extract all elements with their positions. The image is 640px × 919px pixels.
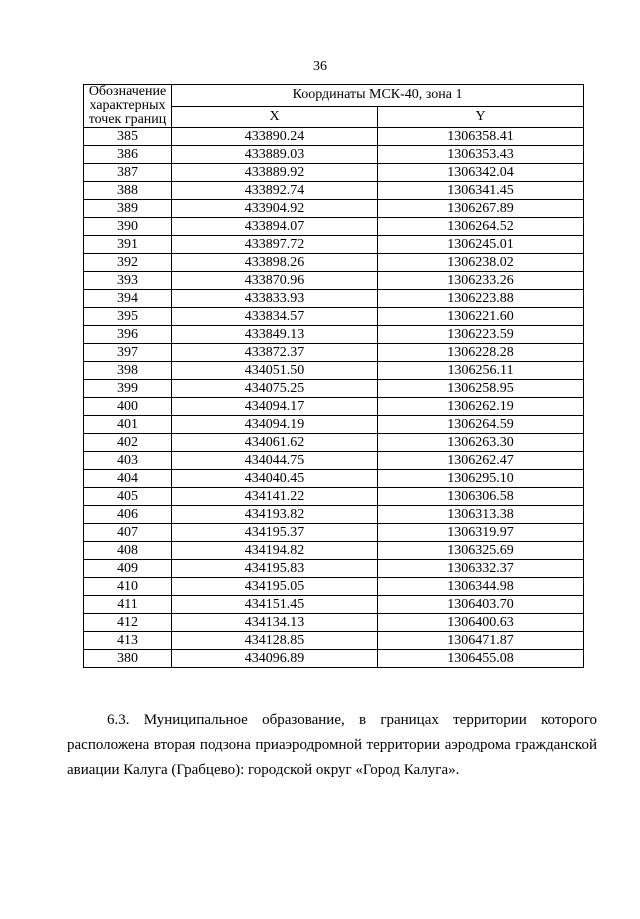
x-coordinate-cell: 434195.37	[172, 524, 378, 542]
y-coordinate-cell: 1306262.19	[378, 398, 584, 416]
table-row	[84, 416, 584, 434]
table-row	[84, 524, 584, 542]
point-number-cell: 394	[84, 290, 172, 308]
point-number-cell: 403	[84, 452, 172, 470]
y-coordinate-cell: 1306256.11	[378, 362, 584, 380]
table-row	[84, 398, 584, 416]
table-row	[84, 146, 584, 164]
header-point-designation: Обозначение характерных точек границ	[84, 85, 172, 128]
y-coordinate-cell: 1306264.52	[378, 218, 584, 236]
y-coordinate-cell: 1306264.59	[378, 416, 584, 434]
x-coordinate-cell: 434195.83	[172, 560, 378, 578]
y-coordinate-cell: 1306455.08	[378, 650, 584, 668]
point-number-cell: 391	[84, 236, 172, 254]
y-coordinate-cell: 1306223.88	[378, 290, 584, 308]
table-row	[84, 362, 584, 380]
y-coordinate-cell: 1306221.60	[378, 308, 584, 326]
paragraph-line-2: расположена вторая подзона приаэродромной территории аэродрома гражданской	[67, 737, 597, 753]
y-coordinate-cell: 1306245.01	[378, 236, 584, 254]
point-number-cell: 396	[84, 326, 172, 344]
x-coordinate-cell: 434141.22	[172, 488, 378, 506]
x-coordinate-cell: 433890.24	[172, 128, 378, 146]
x-coordinate-cell: 433897.72	[172, 236, 378, 254]
paragraph-line-3: авиации Калуга (Грабцево): городской округ «Город Калуга».	[67, 762, 460, 778]
x-coordinate-cell: 433892.74	[172, 182, 378, 200]
table-row	[84, 254, 584, 272]
point-number-cell: 386	[84, 146, 172, 164]
point-number-cell: 388	[84, 182, 172, 200]
table-body	[84, 128, 584, 668]
table-row	[84, 560, 584, 578]
point-number-cell: 410	[84, 578, 172, 596]
point-number-cell: 392	[84, 254, 172, 272]
page-number: 36	[313, 59, 327, 74]
x-coordinate-cell: 433889.03	[172, 146, 378, 164]
x-coordinate-cell: 433904.92	[172, 200, 378, 218]
point-number-cell: 389	[84, 200, 172, 218]
point-number-cell: 407	[84, 524, 172, 542]
point-number-cell: 385	[84, 128, 172, 146]
point-number-cell: 399	[84, 380, 172, 398]
x-coordinate-cell: 434151.45	[172, 596, 378, 614]
x-coordinate-cell: 433889.92	[172, 164, 378, 182]
y-coordinate-cell: 1306223.59	[378, 326, 584, 344]
point-number-cell: 380	[84, 650, 172, 668]
y-coordinate-cell: 1306228.28	[378, 344, 584, 362]
table-row	[84, 434, 584, 452]
y-coordinate-cell: 1306342.04	[378, 164, 584, 182]
x-coordinate-cell: 434051.50	[172, 362, 378, 380]
point-number-cell: 400	[84, 398, 172, 416]
x-coordinate-cell: 434075.25	[172, 380, 378, 398]
table-row	[84, 344, 584, 362]
point-number-cell: 413	[84, 632, 172, 650]
table-row	[84, 182, 584, 200]
y-coordinate-cell: 1306471.87	[378, 632, 584, 650]
table-row	[84, 470, 584, 488]
table-row	[84, 596, 584, 614]
point-number-cell: 398	[84, 362, 172, 380]
x-coordinate-cell: 434128.85	[172, 632, 378, 650]
x-coordinate-cell: 434094.19	[172, 416, 378, 434]
table-row	[84, 614, 584, 632]
x-coordinate-cell: 433833.93	[172, 290, 378, 308]
y-coordinate-cell: 1306353.43	[378, 146, 584, 164]
table-row	[84, 578, 584, 596]
point-number-cell: 387	[84, 164, 172, 182]
table-row	[84, 290, 584, 308]
table-row	[84, 164, 584, 182]
point-number-cell: 406	[84, 506, 172, 524]
x-coordinate-cell: 434040.45	[172, 470, 378, 488]
x-coordinate-cell: 434134.13	[172, 614, 378, 632]
x-coordinate-cell: 434193.82	[172, 506, 378, 524]
table-row	[84, 650, 584, 668]
y-coordinate-cell: 1306400.63	[378, 614, 584, 632]
x-coordinate-cell: 433894.07	[172, 218, 378, 236]
table-row	[84, 452, 584, 470]
y-coordinate-cell: 1306332.37	[378, 560, 584, 578]
y-coordinate-cell: 1306313.38	[378, 506, 584, 524]
point-number-cell: 411	[84, 596, 172, 614]
point-number-cell: 408	[84, 542, 172, 560]
table-row	[84, 308, 584, 326]
table-row	[84, 200, 584, 218]
y-coordinate-cell: 1306403.70	[378, 596, 584, 614]
x-coordinate-cell: 434061.62	[172, 434, 378, 452]
point-number-cell: 404	[84, 470, 172, 488]
table-row	[84, 632, 584, 650]
x-coordinate-cell: 434096.89	[172, 650, 378, 668]
coordinates-table	[83, 84, 584, 668]
y-coordinate-cell: 1306295.10	[378, 470, 584, 488]
paragraph-6-3	[67, 708, 597, 783]
x-coordinate-cell: 434195.05	[172, 578, 378, 596]
x-coordinate-cell: 433849.13	[172, 326, 378, 344]
point-number-cell: 409	[84, 560, 172, 578]
point-number-cell: 390	[84, 218, 172, 236]
y-coordinate-cell: 1306267.89	[378, 200, 584, 218]
y-coordinate-cell: 1306341.45	[378, 182, 584, 200]
header-x: X	[172, 106, 378, 128]
y-coordinate-cell: 1306238.02	[378, 254, 584, 272]
x-coordinate-cell: 434194.82	[172, 542, 378, 560]
table-row	[84, 218, 584, 236]
table-row	[84, 326, 584, 344]
x-coordinate-cell: 433872.37	[172, 344, 378, 362]
y-coordinate-cell: 1306344.98	[378, 578, 584, 596]
y-coordinate-cell: 1306233.26	[378, 272, 584, 290]
y-coordinate-cell: 1306262.47	[378, 452, 584, 470]
point-number-cell: 402	[84, 434, 172, 452]
table-row	[84, 128, 584, 146]
point-number-cell: 401	[84, 416, 172, 434]
header-y: Y	[378, 106, 584, 128]
x-coordinate-cell: 433898.26	[172, 254, 378, 272]
table-row	[84, 236, 584, 254]
point-number-cell: 393	[84, 272, 172, 290]
paragraph-line	[67, 708, 597, 733]
point-number-cell: 412	[84, 614, 172, 632]
x-coordinate-cell: 434044.75	[172, 452, 378, 470]
point-number-cell: 395	[84, 308, 172, 326]
x-coordinate-cell: 433870.96	[172, 272, 378, 290]
table-row	[84, 488, 584, 506]
y-coordinate-cell: 1306258.95	[378, 380, 584, 398]
point-number-cell: 397	[84, 344, 172, 362]
y-coordinate-cell: 1306263.30	[378, 434, 584, 452]
paragraph-line-1: 6.3. Муниципальное образование, в границах территории которого	[107, 712, 597, 728]
y-coordinate-cell: 1306306.58	[378, 488, 584, 506]
y-coordinate-cell: 1306325.69	[378, 542, 584, 560]
point-number-cell: 405	[84, 488, 172, 506]
header-coordinates: Координаты МСК-40, зона 1	[172, 85, 584, 107]
y-coordinate-cell: 1306358.41	[378, 128, 584, 146]
table-row	[84, 506, 584, 524]
table-row	[84, 542, 584, 560]
table-row	[84, 380, 584, 398]
table-row	[84, 272, 584, 290]
x-coordinate-cell: 433834.57	[172, 308, 378, 326]
x-coordinate-cell: 434094.17	[172, 398, 378, 416]
y-coordinate-cell: 1306319.97	[378, 524, 584, 542]
